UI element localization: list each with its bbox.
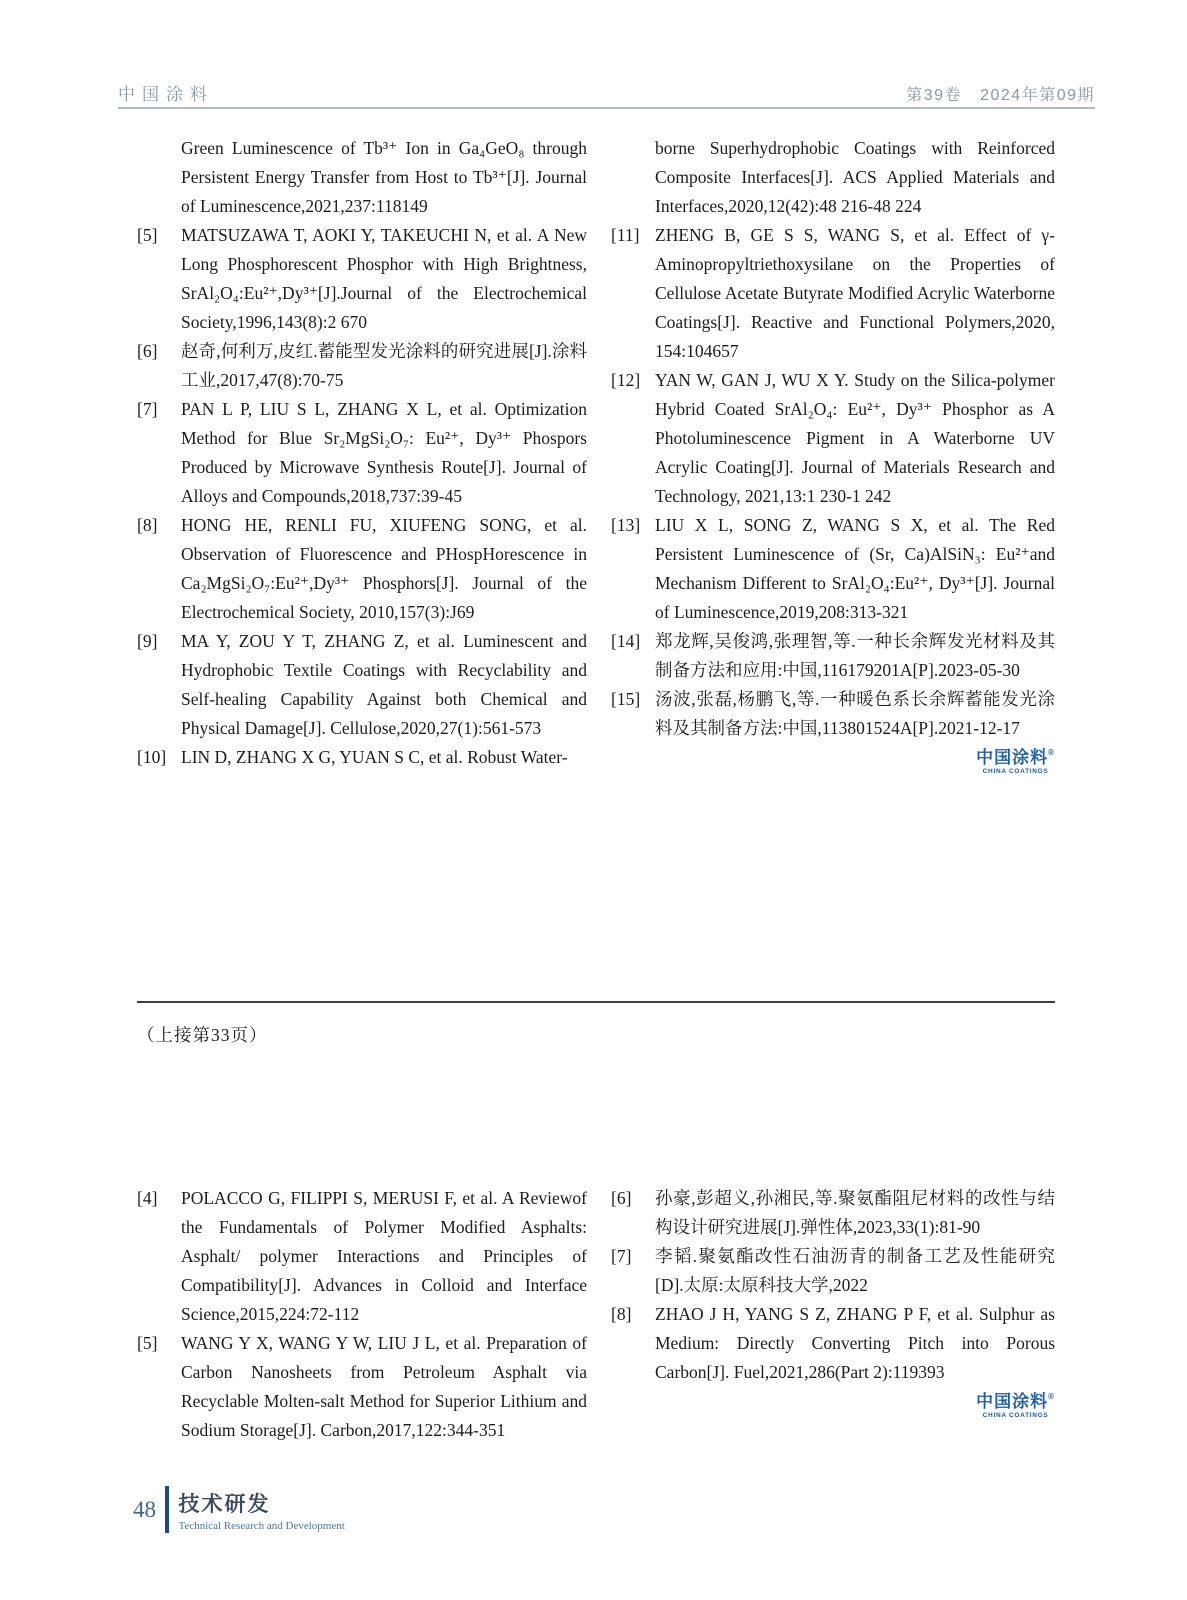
- issue-label: 2024年第09期: [980, 87, 1095, 104]
- volume-label: 第39卷: [906, 87, 963, 104]
- reference-number: [137, 134, 181, 221]
- reference-entry: [611, 685, 1055, 743]
- reference-number: [8]: [611, 1304, 632, 1324]
- reference-text: POLACCO G, FILIPPI S, MERUSI F, et al. A Reviewof the Fundamentals of Polymer Modified Asphalts: Asphalt/ polymer Interactions and Principles of Compatibility[J]. Advances in Colloid and Interface Science,2015,224:72-112: [181, 1188, 587, 1324]
- logo-cn-label: 中国涂料: [976, 1392, 1049, 1411]
- logo-registered-mark: ®: [1048, 748, 1055, 757]
- logo-row: [611, 748, 1055, 775]
- reference-entry: [611, 1300, 1055, 1387]
- references-column-left: [137, 134, 587, 772]
- reference-number: [5]: [137, 225, 158, 245]
- page-number: 48: [133, 1496, 156, 1522]
- reference-entry: [611, 366, 1055, 511]
- reference-text: LIU X L, SONG Z, WANG S X, et al. The Red Persistent Luminescence of (Sr, Ca)AlSiN₃: Eu²⁺and Mechanism Different to SrAl₂O₄:Eu²⁺, Dy³⁺[J]. Journal of Luminescence,2019,208:313-321: [655, 515, 1055, 622]
- reference-number: [6]: [611, 1188, 632, 1208]
- reference-entry: [137, 743, 587, 772]
- reference-entry: [611, 221, 1055, 366]
- logo-text-en: CHINA COATINGS: [982, 767, 1049, 775]
- reference-entry: [137, 1329, 587, 1445]
- references-column-right: [611, 1184, 1055, 1419]
- references-section-bottom: [137, 1184, 1055, 1445]
- page-header: [118, 80, 1095, 105]
- reference-number: [13]: [611, 515, 641, 535]
- reference-text: 汤波,张磊,杨鹏飞,等.一种暖色系长余辉蓄能发光涂料及其制备方法:中国,113801524A[P].2021-12-17: [655, 689, 1055, 738]
- reference-number: [6]: [137, 341, 158, 361]
- reference-text: MATSUZAWA T, AOKI Y, TAKEUCHI N, et al. A New Long Phosphorescent Phosphor with High Brightness, SrAl₂O₄:Eu²⁺,Dy³⁺[J].Journal of the Electrochemical Society,1996,143(8):2 670: [181, 225, 587, 332]
- reference-text: ZHAO J H, YANG S Z, ZHANG P F, et al. Sulphur as Medium: Directly Converting Pitch into Porous Carbon[J]. Fuel,2021,286(Part 2):119393: [655, 1304, 1055, 1382]
- reference-number: [8]: [137, 515, 158, 535]
- china-coatings-logo: [976, 748, 1055, 775]
- reference-text: ZHENG B, GE S S, WANG S, et al. Effect of γ-Aminopropyltriethoxysilane on the Properties of Cellulose Acetate Butyrate Modified Acrylic Waterborne Coatings[J]. Reactive and Functional Polymers,2020, 154:104657: [655, 225, 1055, 361]
- continued-from-note: （上接第33页）: [137, 1025, 268, 1045]
- reference-number: [611, 134, 655, 221]
- page-footer: [133, 1486, 345, 1533]
- reference-entry: [611, 511, 1055, 627]
- section-divider: [137, 1001, 1055, 1003]
- reference-entry: [611, 627, 1055, 685]
- reference-text: 孙豪,彭超义,孙湘民,等.聚氨酯阻尼材料的改性与结构设计研究进展[J].弹性体,2023,33(1):81-90: [655, 1188, 1055, 1237]
- header-divider: [118, 107, 1095, 109]
- reference-text: 赵奇,何利万,皮红.蓄能型发光涂料的研究进展[J].涂料工业,2017,47(8):70-75: [181, 341, 587, 390]
- logo-row: [611, 1392, 1055, 1419]
- reference-entry: [137, 395, 587, 511]
- reference-text: 郑龙辉,吴俊鸿,张理智,等.一种长余辉发光材料及其制备方法和应用:中国,116179201A[P].2023-05-30: [655, 631, 1055, 680]
- reference-entry: [137, 1184, 587, 1329]
- footer-section-titles: [179, 1488, 345, 1532]
- reference-entry: [137, 337, 587, 395]
- reference-text: WANG Y X, WANG Y W, LIU J L, et al. Preparation of Carbon Nanosheets from Petroleum Asphalt via Recyclable Molten-salt Method for Superior Lithium and Sodium Storage[J]. Carbon,2017,122:344-351: [181, 1333, 587, 1440]
- footer-section-title-en: Technical Research and Development: [178, 1519, 345, 1532]
- references-section-top: [137, 134, 1055, 775]
- reference-text: YAN W, GAN J, WU X Y. Study on the Silica-polymer Hybrid Coated SrAl₂O₄: Eu²⁺, Dy³⁺ Phosphor as A Photoluminescence Pigment in A Waterborne UV Acrylic Coating[J]. Journal of Materials Research and Technology, 2021,13:1 230-1 242: [655, 370, 1055, 506]
- reference-entry: [137, 134, 587, 221]
- logo-text-cn: [976, 748, 1055, 768]
- reference-number: [10]: [137, 747, 167, 767]
- reference-text: borne Superhydrophobic Coatings with Reinforced Composite Interfaces[J]. ACS Applied Materials and Interfaces,2020,12(42):48 216-48 224: [655, 138, 1055, 216]
- reference-number: [12]: [611, 370, 641, 390]
- reference-entry: [611, 134, 1055, 221]
- reference-entry: [137, 511, 587, 627]
- reference-number: [7]: [137, 399, 158, 419]
- reference-text: HONG HE, RENLI FU, XIUFENG SONG, et al. Observation of Fluorescence and PHospHorescence in Ca₂MgSi₂O₇:Eu²⁺,Dy³⁺ Phosphors[J]. Journal of the Electrochemical Society, 2010,157(3):J69: [181, 515, 587, 622]
- reference-number: [5]: [137, 1333, 158, 1353]
- reference-entry: [611, 1184, 1055, 1242]
- reference-entry: [611, 1242, 1055, 1300]
- logo-registered-mark: ®: [1048, 1392, 1055, 1401]
- reference-text: MA Y, ZOU Y T, ZHANG Z, et al. Luminescent and Hydrophobic Textile Coatings with Recyclability and Self-healing Capability Against both Chemical and Physical Damage[J]. Cellulose,2020,27(1):561-573: [181, 631, 587, 738]
- references-column-left: [137, 1184, 587, 1445]
- references-column-right: [611, 134, 1055, 775]
- china-coatings-logo: [976, 1392, 1055, 1419]
- reference-entry: [137, 627, 587, 743]
- logo-text-cn: [976, 1392, 1055, 1412]
- reference-number: [11]: [611, 225, 640, 245]
- reference-number: [7]: [611, 1246, 632, 1266]
- reference-text: LIN D, ZHANG X G, YUAN S C, et al. Robust Water-: [181, 747, 568, 767]
- logo-cn-label: 中国涂料: [976, 748, 1049, 767]
- logo-text-en: CHINA COATINGS: [982, 1411, 1049, 1419]
- reference-text: 李韬.聚氨酯改性石油沥青的制备工艺及性能研究[D].太原:太原科技大学,2022: [655, 1246, 1055, 1295]
- reference-text: Green Luminescence of Tb³⁺ Ion in Ga₄GeO₈ through Persistent Energy Transfer from Host to Tb³⁺[J]. Journal of Luminescence,2021,237:118149: [181, 138, 587, 216]
- journal-name: 中国涂料: [118, 85, 214, 104]
- issue-info: [906, 82, 1095, 105]
- reference-number: [4]: [137, 1188, 158, 1208]
- footer-divider-bar: [165, 1486, 169, 1533]
- footer-section-title-cn: 技术研发: [178, 1492, 271, 1516]
- reference-number: [15]: [611, 689, 641, 709]
- reference-number: [9]: [137, 631, 158, 651]
- reference-text: PAN L P, LIU S L, ZHANG X L, et al. Optimization Method for Blue Sr₂MgSi₂O₇: Eu²⁺, Dy³⁺ Phospors Produced by Microwave Synthesis Route[J]. Journal of Alloys and Compounds,2018,737:39-45: [181, 399, 587, 506]
- reference-number: [14]: [611, 631, 641, 651]
- reference-entry: [137, 221, 587, 337]
